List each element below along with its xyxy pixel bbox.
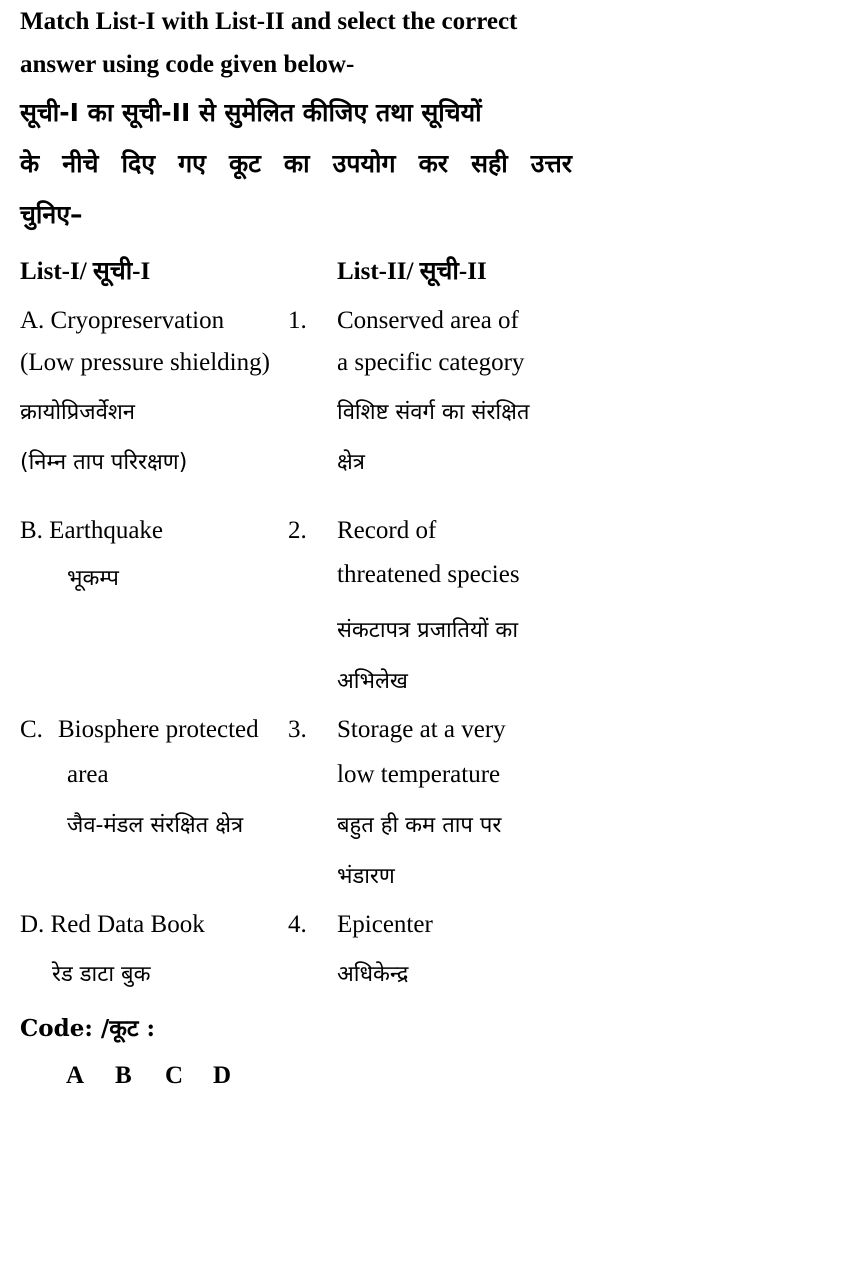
list1-item-c-hindi: जैव-मंडल संरक्षित क्षेत्र bbox=[67, 813, 244, 838]
code-column-a: A bbox=[66, 1062, 85, 1089]
list2-item-1-line2: a specific category bbox=[337, 349, 525, 376]
hindi-word: सही bbox=[471, 149, 508, 178]
list1-item-a-hindi: क्रायोप्रिजर्वेशन bbox=[20, 400, 135, 425]
list2-item-3-hindi-2: भंडारण bbox=[337, 864, 395, 889]
hindi-word: के bbox=[20, 149, 40, 178]
hindi-word: उपयोग bbox=[332, 149, 396, 178]
list1-item-a-hindi-2: (निम्न ताप परिरक्षण) bbox=[20, 450, 188, 475]
list2-header: List-II/ सूची-II bbox=[337, 258, 487, 285]
list1-header: List-I/ सूची-I bbox=[20, 258, 151, 285]
hindi-word: दिए bbox=[121, 149, 156, 178]
question-line-english-2: answer using code given below- bbox=[20, 51, 355, 78]
hindi-word: कूट bbox=[229, 149, 261, 178]
list2-number-2: 2. bbox=[288, 517, 307, 544]
question-line-english-1: Match List-I with List-II and select the correct bbox=[20, 8, 518, 35]
hindi-word: गए bbox=[178, 149, 207, 178]
list1-item-d: D. Red Data Book bbox=[20, 911, 205, 938]
list2-item-2-hindi: संकटापत्र प्रजातियों का bbox=[337, 618, 519, 643]
list2-item-1-hindi-2: क्षेत्र bbox=[337, 450, 365, 475]
list2-item-2-hindi-2: अभिलेख bbox=[337, 669, 408, 694]
list1-item-a: A. Cryopreservation bbox=[20, 307, 225, 334]
list2-item-3-line2: low temperature bbox=[337, 761, 501, 788]
code-column-c: C bbox=[165, 1062, 184, 1089]
list2-number-1: 1. bbox=[288, 307, 307, 334]
list2-item-3: Storage at a very bbox=[337, 716, 506, 743]
list2-item-2: Record of bbox=[337, 517, 437, 544]
list1-item-c: Biosphere protected bbox=[58, 716, 259, 743]
question-line-hindi-3: चुनिए– bbox=[20, 200, 83, 229]
question-line-hindi-1: सूची-I का सूची-II से सुमेलित कीजिए तथा सूचियों bbox=[20, 98, 482, 127]
list2-item-1: Conserved area of bbox=[337, 307, 519, 334]
hindi-word: कर bbox=[418, 149, 449, 178]
code-column-d: D bbox=[213, 1062, 232, 1089]
list1-item-b: B. Earthquake bbox=[20, 517, 164, 544]
hindi-word: का bbox=[283, 149, 310, 178]
list2-item-2-line2: threatened species bbox=[337, 561, 520, 588]
code-label: Code: /कूट : bbox=[20, 1015, 156, 1042]
list1-item-c-line2: area bbox=[67, 761, 109, 788]
list2-item-4: Epicenter bbox=[337, 911, 433, 938]
list2-item-4-hindi: अधिकेन्द्र bbox=[337, 962, 409, 987]
hindi-word: नीचे bbox=[62, 149, 99, 178]
list1-item-b-hindi: भूकम्प bbox=[67, 566, 119, 591]
list1-item-a-line2: (Low pressure shielding) bbox=[20, 349, 270, 376]
list1-item-c-label: C. bbox=[20, 716, 43, 743]
list2-number-3: 3. bbox=[288, 716, 307, 743]
list2-item-1-hindi: विशिष्ट संवर्ग का संरक्षित bbox=[337, 400, 530, 425]
question-line-hindi-2 bbox=[20, 146, 572, 180]
list1-item-d-hindi: रेड डाटा बुक bbox=[52, 962, 151, 987]
list2-item-3-hindi: बहुत ही कम ताप पर bbox=[337, 813, 502, 838]
list2-number-4: 4. bbox=[288, 911, 307, 938]
code-column-b: B bbox=[115, 1062, 132, 1089]
hindi-word: उत्तर bbox=[530, 149, 572, 178]
